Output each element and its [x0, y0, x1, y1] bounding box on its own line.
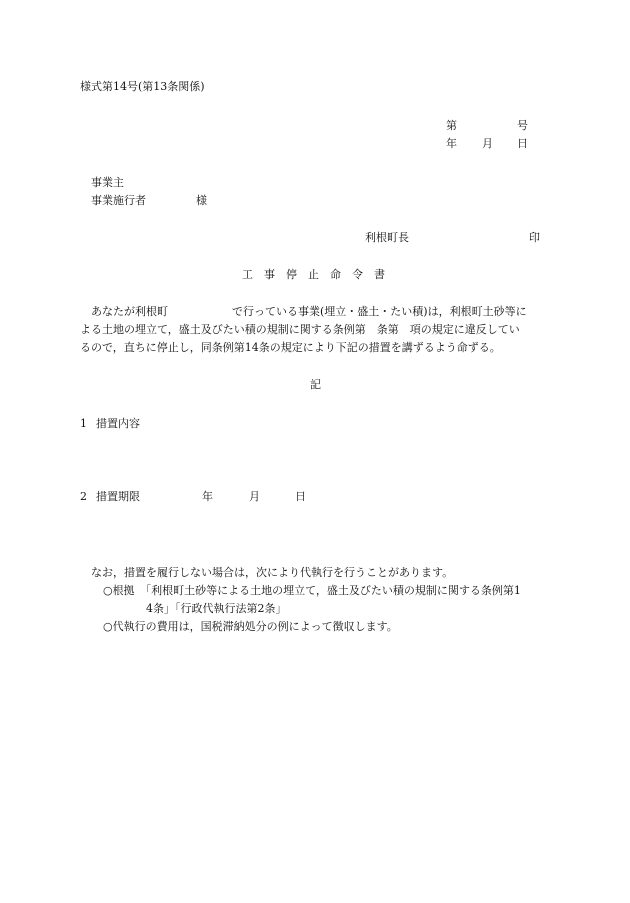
body-line-1b: で行っている事業(埋立・盛土・たい積)は，利根町土砂等に — [232, 305, 527, 318]
title-char: 停 — [286, 268, 297, 281]
item2-label: 措置期限 — [96, 490, 140, 503]
date-nichi: 日 — [517, 137, 528, 150]
item2-nichi: 日 — [295, 490, 306, 503]
title-char: 工 — [242, 268, 253, 281]
title-char: 令 — [352, 268, 363, 281]
ki-heading: 記 — [310, 378, 321, 391]
body-line-2: よる土地の埋立て，盛土及びたい積の規制に関する条例第 条第 項の規定に違反してい — [80, 323, 520, 336]
item1-label: 措置内容 — [96, 417, 140, 430]
number-dai: 第 — [446, 119, 457, 132]
number-go: 号 — [517, 119, 528, 132]
title-char: 書 — [374, 268, 385, 281]
note-basis: ○根拠 「利根町土砂等による土地の埋立て，盛土及びたい積の規制に関する条例第1 — [103, 584, 521, 597]
addressee-sama: 様 — [196, 194, 207, 207]
issuer-title: 利根町長 — [365, 231, 409, 244]
title-char: 命 — [330, 268, 341, 281]
document-title — [242, 268, 396, 282]
addressee-owner: 事業主 — [91, 176, 124, 189]
note-intro: なお，措置を履行しない場合は，次により代執行を行うことがあります。 — [91, 566, 454, 579]
body-line-3: るので，直ちに停止し，同条例第14条の規定により下記の措置を講ずるよう命ずる。 — [80, 341, 501, 354]
item1-num: 1 — [80, 417, 87, 430]
date-gatsu: 月 — [482, 137, 493, 150]
title-char: 止 — [308, 268, 319, 281]
note-basis-cont: 4条」「行政代執行法第2条」 — [146, 602, 287, 615]
title-char: 事 — [264, 268, 275, 281]
item2-gatsu: 月 — [249, 490, 260, 503]
item2-num: 2 — [80, 490, 87, 503]
body-line-1a: あなたが利根町 — [91, 305, 168, 318]
form-label: 様式第14号(第13条関係) — [80, 80, 205, 93]
date-nen: 年 — [446, 137, 457, 150]
addressee-contractor: 事業施行者 — [91, 194, 146, 207]
note-cost: ○代執行の費用は，国税滞納処分の例によって徴収します。 — [103, 620, 398, 633]
issuer-seal: 印 — [529, 231, 540, 244]
item2-nen: 年 — [202, 490, 213, 503]
